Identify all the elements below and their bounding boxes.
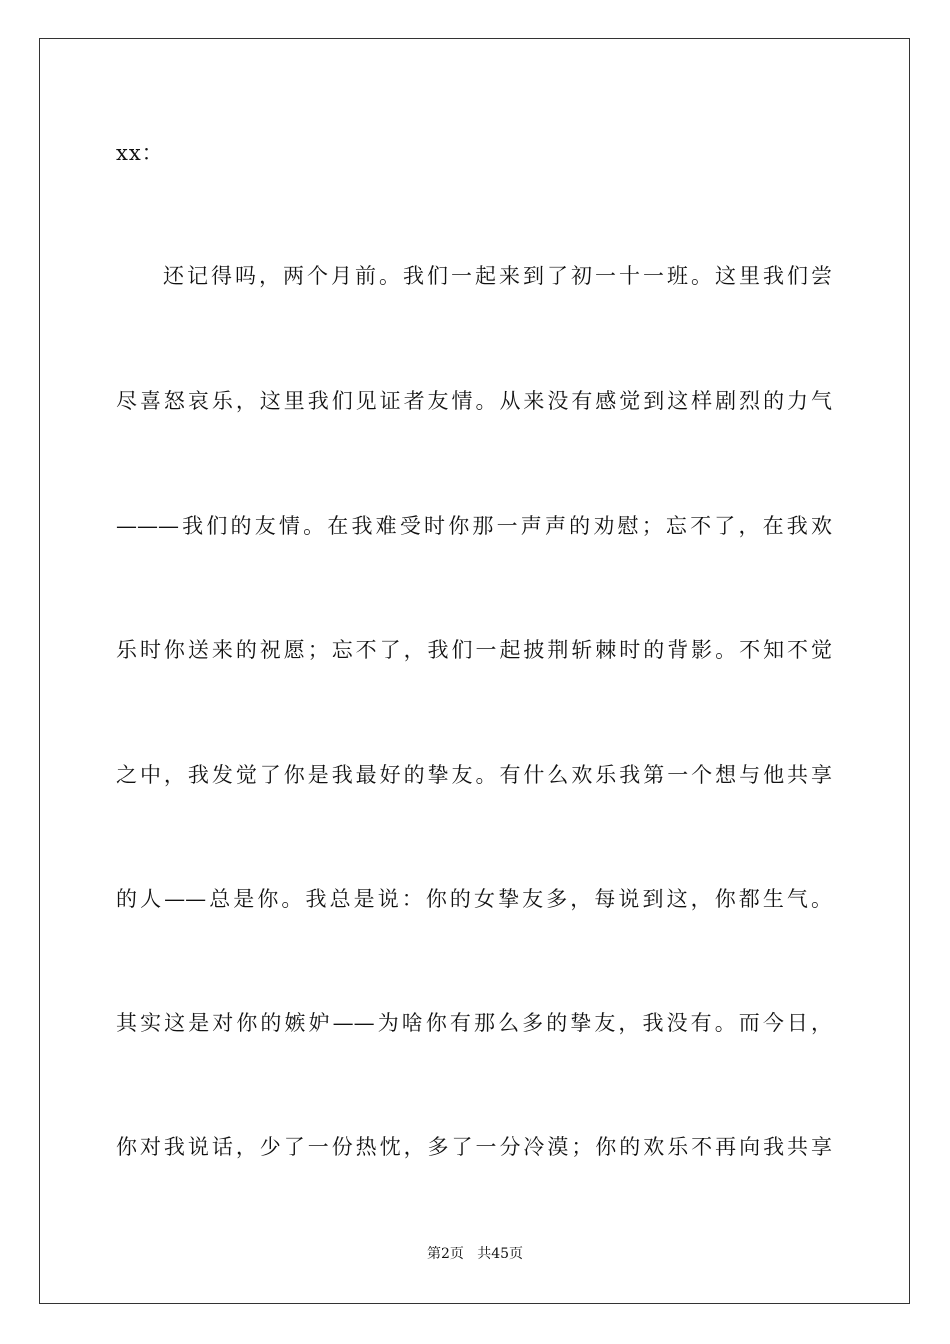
body-line-5: 之中，我发觉了你是我最好的挚友。有什么欢乐我第一个想与他共享 [116, 763, 832, 787]
body-line-1: 还记得吗，两个月前。我们一起来到了初一十一班。这里我们尝 [163, 264, 832, 288]
body-line-8: 你对我说话，少了一份热忱，多了一分冷漠；你的欢乐不再向我共享 [116, 1135, 832, 1159]
page-border [39, 38, 910, 1304]
body-line-6: 的人——总是你。我总是说：你的女挚友多，每说到这，你都生气。 [116, 887, 832, 911]
salutation: xx： [116, 141, 164, 165]
body-line-4: 乐时你送来的祝愿；忘不了，我们一起披荆斩棘时的背影。不知不觉 [116, 638, 832, 662]
body-line-7: 其实这是对你的嫉妒——为啥你有那么多的挚友，我没有。而今日， [116, 1011, 832, 1035]
body-line-2: 尽喜怒哀乐，这里我们见证者友情。从来没有感觉到这样剧烈的力气 [116, 389, 832, 413]
body-line-3: ———我们的友情。在我难受时你那一声声的劝慰；忘不了，在我欢 [116, 514, 832, 538]
page-number-footer: 第2页 共45页 [426, 1246, 524, 1262]
